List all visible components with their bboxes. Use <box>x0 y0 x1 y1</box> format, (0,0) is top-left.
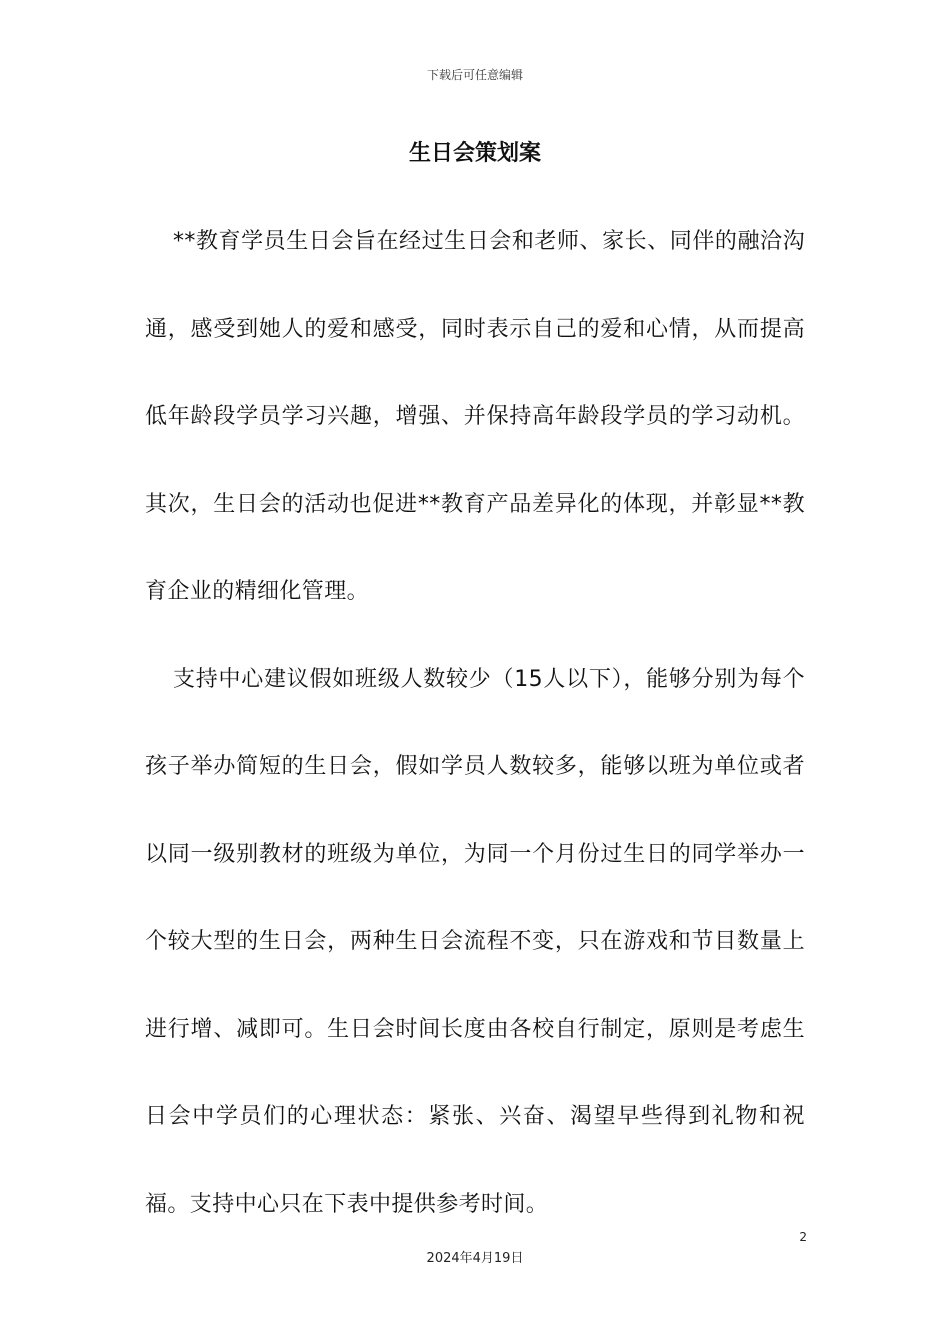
document-body <box>145 198 805 1248</box>
page-number: 2 <box>799 1230 807 1244</box>
paragraph-intro: **教育学员生日会旨在经过生日会和老师、家长、同伴的融洽沟通，感受到她人的爱和感受，同时表示自己的爱和心情，从而提高低年龄段学员学习兴趣，增强、并保持高年龄段学员的学习动机。其次，生日会的活动也促进**教育产品差异化的体现，并彰显**教育企业的精细化管理。 <box>145 229 805 604</box>
document-title: 生日会策划案 <box>408 141 541 166</box>
paragraph-recommendation: 支持中心建议假如班级人数较少（15人以下），能够分别为每个孩子举办简短的生日会，假如学员人数较多，能够以班为单位或者以同一级别教材的班级为单位，为同一个月份过生日的同学举办一个较大型的生日会，两种生日会流程不变，只在游戏和节目数量上进行增、减即可。生日会时间长度由各校自行制定，原则是考虑生日会中学员们的心理状态：紧张、兴奋、渴望早些得到礼物和祝福。支持中心只在下表中提供参考时间。 <box>145 666 805 1217</box>
header-note: 下载后可任意编辑 <box>426 68 523 82</box>
footer-date: 2024年4月19日 <box>426 1251 524 1266</box>
